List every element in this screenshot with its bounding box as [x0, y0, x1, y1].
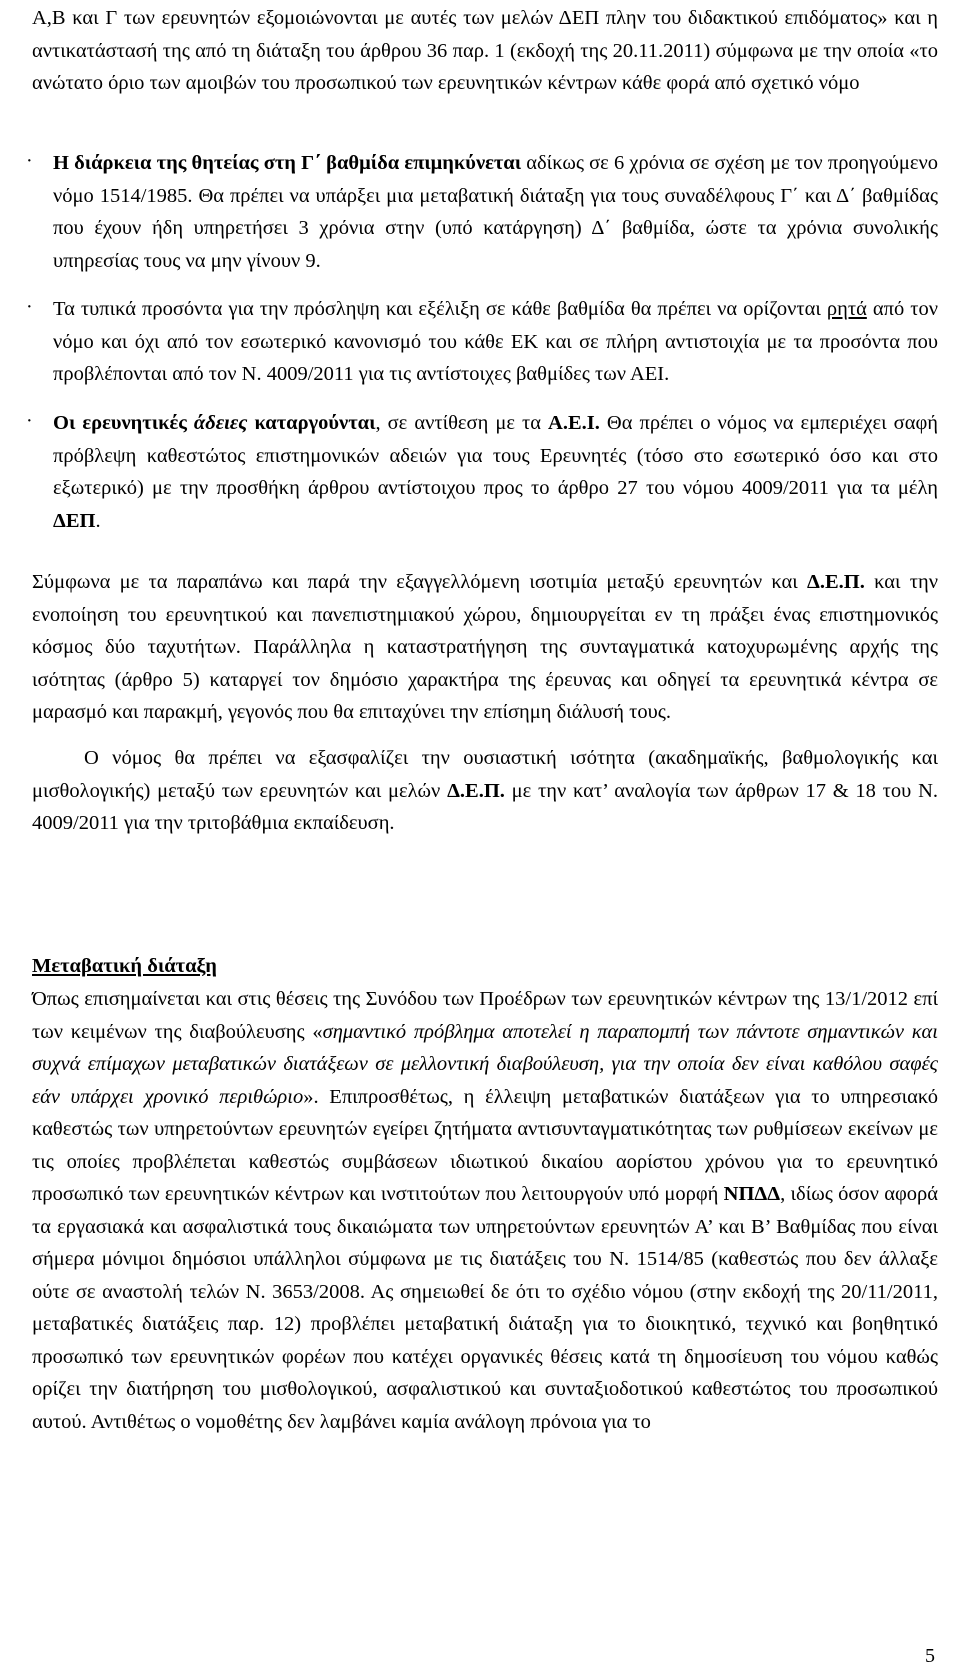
section-heading: Μεταβατική διάταξη [32, 955, 217, 977]
bullet-thiteia-text: αδίκως σε 6 χρόνια σε σχέση με τον προηγούμενο νόμο 1514/1985. Θα πρέπει να υπάρξει μια μεταβατική διάταξη για τους συναδέλφους Γ΄ και Δ΄ βαθμίδας που έχουν ήδη υπηρετήσει 3 χρόνια στην (υπό κατάργηση) Δ΄ βαθμίδα, ώστε τα χρόνια συνολικής υπηρεσίας τους να μην γίνουν 9. [53, 152, 938, 272]
para2-dep: Δ.Ε.Π. [447, 779, 505, 802]
bullet-thiteia-bold: Η διάρκεια της θητείας στη Γ΄ βαθμίδα επιμηκύνεται [53, 152, 522, 174]
para2-text-end: με την κατ’ αναλογία των άρθρων 17 & 18 του Ν. 4009/2011 για την τριτοβάθμια εκπαίδευση. [32, 779, 939, 834]
intro-paragraph: Α,Β και Γ των ερευνητών εξομοιώνονται με αυτές των μελών ΔΕΠ πλην του διδακτικού επιδόματος» και η αντικατάστασή της από τη διάταξη του άρθρου 36 παρ. 1 (εκδοχή της 20.11.2011) σύμφωνα με την οποία «το ανώτατο όριο των αμοιβών του προσωπικού των ερευνητικών κέντρων κάθε φορά από σχετικό νόμο [32, 7, 938, 94]
bullet-prosonta-text-start: Τα τυπικά προσόντα για την πρόσληψη και εξέλιξη σε κάθε βαθμίδα θα πρέπει να ορίζονται [53, 298, 827, 320]
para1-dep: Δ.Ε.Π. [807, 571, 865, 593]
section-text-end: , ιδίως όσον αφορά τα εργασιακά και ασφαλιστικά τους δικαιώματα των υπηρετούντων ερευνητών Α’ και Β’ Βαθμίδας που είναι σήμερα μόνιμοι δημόσιοι υπάλληλοι σύμφωνα με τις διατάξεις του Ν. 1514/85 (καθεστώς που δεν άλλαξε ούτε σε αναστολή τελών Ν. 3653/2008. Ας σημειωθεί δε ότι το σχέδιο νόμου (στην εκδοχή της 20/11/2011, μεταβατικές διατάξεις παρ. 12) προβλέπει μεταβατική διάταξη για το διοικητικό, τεχνικό και βοηθητικό προσωπικό των ερευνητικών φορέων που κατέχει οργανικές θέσεις κατά τη δημοσίευση του νόμου καθώς ορίζει την διατήρηση του μισθολογικού, ασφαλιστικού και συνταξιοδοτικού καθεστώτος του προσωπικού αυτού. Αντιθέτως ο νομοθέτης δεν λαμβάνει καμία ανάλογη πρόνοια για το [32, 1183, 938, 1433]
bullet-prosonta-text-end: από τον νόμο και όχι από τον εσωτερικό κανονισμό του κάθε ΕΚ και σε πλήρη αντιστοιχία με τα προσόντα που προβλέπονται από τον Ν. 4009/2011 για τις αντίστοιχες βαθμίδες των ΑΕΙ. [53, 298, 938, 385]
bullet-prosonta [53, 293, 938, 391]
bullet-adeies-bold-start: Οι ερευνητικές [53, 412, 194, 434]
bullet-adeies-text-2: Θα πρέπει ο νόμος να εμπεριέχει σαφή πρόβλεψη καθεστώτος επιστημονικών αδειών για τους Ερευνητές (τόσο στο εσωτερικό όσο και στο εξωτερικό) με την προσθήκη άρθρου αντίστοιχου προς το άρθρο 27 του νόμου 4009/2011 για τα μέλη [53, 412, 939, 499]
bullet-marker [26, 293, 40, 325]
page-number: 5 [925, 1645, 935, 1667]
bullet-adeies-aei: Α.Ε.Ι. [548, 412, 600, 434]
para1-text-end: και την ενοποίηση του ερευνητικού και πανεπιστημιακού χώρου, δημιουργείται εν τη πράξει ένας επιστημονικός κόσμος δύο ταχυτήτων. Παράλληλα η καταστρατήγηση της συνταγματικά κατοχυρωμένης αρχής της ισότητας (άρθρο 5) καταργεί τον δημόσιο χαρακτήρα της έρευνας και οδηγεί τα ερευνητικά κέντρα σε μαρασμό και παρακμή, γεγονός που θα επιταχύνει την επίσημη διάλυσή τους. [32, 571, 938, 723]
bullet-adeies-dep: ΔΕΠ [53, 509, 96, 532]
bullet-thiteia [53, 147, 938, 277]
bullet-adeies-bold-end: καταργούνται [247, 412, 376, 434]
section-npdd: ΝΠΔΔ [723, 1183, 781, 1205]
bullet-marker [26, 147, 40, 179]
bullet-adeies-end: . [95, 509, 101, 532]
bullet-adeies-bold-italic: άδειες [193, 412, 248, 434]
section-quote: σημαντικό πρόβλημα αποτελεί η παραπομπή των πάντοτε σημαντικών και συχνά επίμαχων μεταβατικών διατάξεων σε μελλοντική διαβούλευση, για την οποία δεν είναι καθόλου σαφές εάν υπάρχει χρονικό περιθώριο [32, 1020, 938, 1108]
paragraph-synepeies [32, 566, 938, 729]
section-text-middle: ». Επιπροσθέτως, η έλλειψη μεταβατικών διατάξεων για το υπηρεσιακό καθεστώς των υπηρετούντων ερευνητών εγείρει ζητήματα αντισυνταγματικότητας των ρυθμίσεων εκείνων με τις οποίες προβλέπεται καθεστώς συμβάσεων ιδιωτικού δικαίου αορίστου χρόνου για το ερευνητικό προσωπικό των ερευνητικών κέντρων και ινστιτούτων που λειτουργούν υπό μορφή [32, 1085, 938, 1205]
bullet-adeies-text: , σε αντίθεση με τα [375, 412, 549, 434]
bullet-adeies [53, 407, 938, 537]
section-text-start: Όπως επισημαίνεται και στις θέσεις της Συνόδου των Προέδρων των ερευνητικών κέντρων της 13/1/2012 επί των κειμένων της διαβούλευσης « [32, 988, 938, 1043]
bullet-prosonta-underlined: ρητά [826, 298, 867, 320]
paragraph-isotita [32, 742, 938, 840]
bullet-marker [26, 407, 40, 439]
para1-text-start: Σύμφωνα με τα παραπάνω και παρά την εξαγγελλόμενη ισοτιμία μεταξύ ερευνητών και [32, 571, 808, 593]
para2-text-start: Ο νόμος θα πρέπει να εξασφαλίζει την ουσιαστική ισότητα (ακαδημαϊκής, βαθμολογικής και μισθολογικής) μεταξύ των ερευνητών και μελών [32, 747, 938, 802]
paragraph-metavatiki [32, 983, 938, 1438]
